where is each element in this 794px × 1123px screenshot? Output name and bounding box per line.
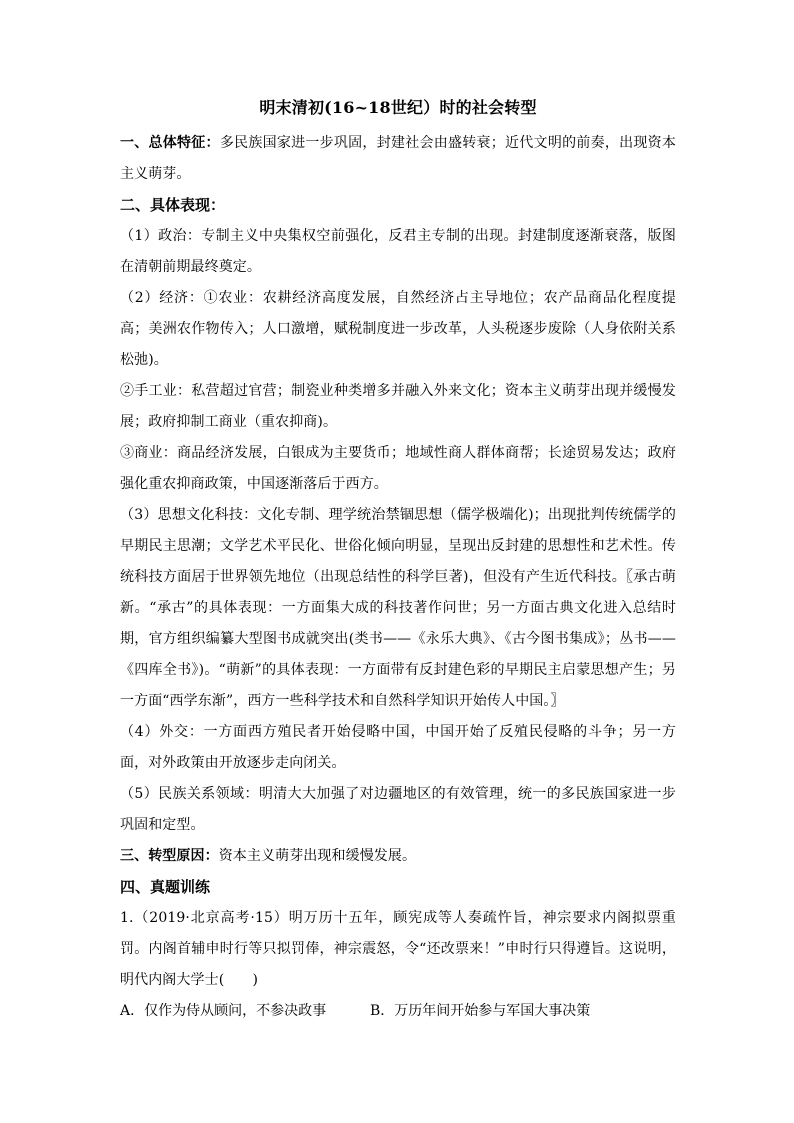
section-4-heading: 四、真题训练 [120,878,211,896]
option-b: B．万历年间开始参与军国大事决策 [370,1003,591,1019]
item-economy-handicraft: ②手工业：私营超过官营；制瓷业种类增多并融入外来文化；资本主义萌芽出现并缓慢发展；政府抑制工商业（重农抑商)。 [120,383,676,430]
item-ethnic-relations: （5）民族关系领域：明清大大加强了对边疆地区的有效管理，统一的多民族国家进一步巩固和定型。 [120,786,676,833]
item-diplomacy: （4）外交：一方面西方殖民者开始侵略中国，中国开始了反殖民侵略的斗争；另一方面，对外政策由开放逐步走向闭关。 [120,724,676,771]
document-page [120,96,676,1027]
document-title: 明末清初(16~18世纪）时的社会转型 [259,98,537,117]
question-1-options [120,996,676,1027]
section-1-label: 一、总体特征： [120,135,220,151]
section-overall-features [120,128,676,190]
item-economy-agriculture: （2）经济：①农业：农耕经济高度发展，自然经济占主导地位；农产品商品化程度提高；美洲农作物传入；人口激增，赋税制度进一步改革，人头税逐步废除（人身依附关系松弛)。 [120,290,676,368]
section-2-heading: 二、具体表现： [120,196,226,214]
item-culture-science: （3）思想文化科技：文化专制、理学统治禁锢思想（儒学极端化)；出现批判传统儒学的早期民主思潮；文学艺术平民化、世俗化倾向明显，呈现出反封建的思想性和艺术性。传统科技方面居于世界领先地位（出现总结性的科学巨著)，但没有产生近代科技。〖承古萌新。“承古”的具体表现：一方面集大成的科技著作问世；另一方面古典文化进入总结时期，官方组织编纂大型图书成就突出(类书——《永乐大典》、《古今图书集成》；丛书——《四库全书》)。“萌新”的具体表现：一方面带有反封建色彩的早期民主启蒙思想产生；另一方面“西学东渐”，西方一些科学技术和自然科学知识开始传人中国。〗 [120,507,676,709]
item-economy-commerce: ③商业：商品经济发展，白银成为主要货币；地域性商人群体商帮；长途贸易发达；政府强化重农抑商政策，中国逐渐落后于西方。 [120,445,676,492]
section-3-text: 资本主义萌芽出现和缓慢发展。 [218,848,417,864]
question-1-stem: 1.（2019·北京高考·15）明万历十五年，顾宪成等人奏疏忤旨，神宗要求内阁拟票重罚。内阁首辅申时行等只拟罚俸，神宗震怒，令“还改票来！”申时行只得遵旨。这说明，明代内阁大学士( ) [120,910,676,988]
item-politics: （1）政治：专制主义中央集权空前强化，反君主专制的出现。封建制度逐渐衰落，版图在清朝前期最终奠定。 [120,228,676,275]
option-a: A．仅作为侍从顾问，不参决政事 [120,1003,327,1019]
section-3-label: 三、转型原因： [120,848,219,864]
section-1-text: 多民族国家进一步巩固，封建社会由盛转衰；近代文明的前奏，出现资本主义萌芽。 [120,135,676,182]
section-transition-cause [120,841,676,872]
